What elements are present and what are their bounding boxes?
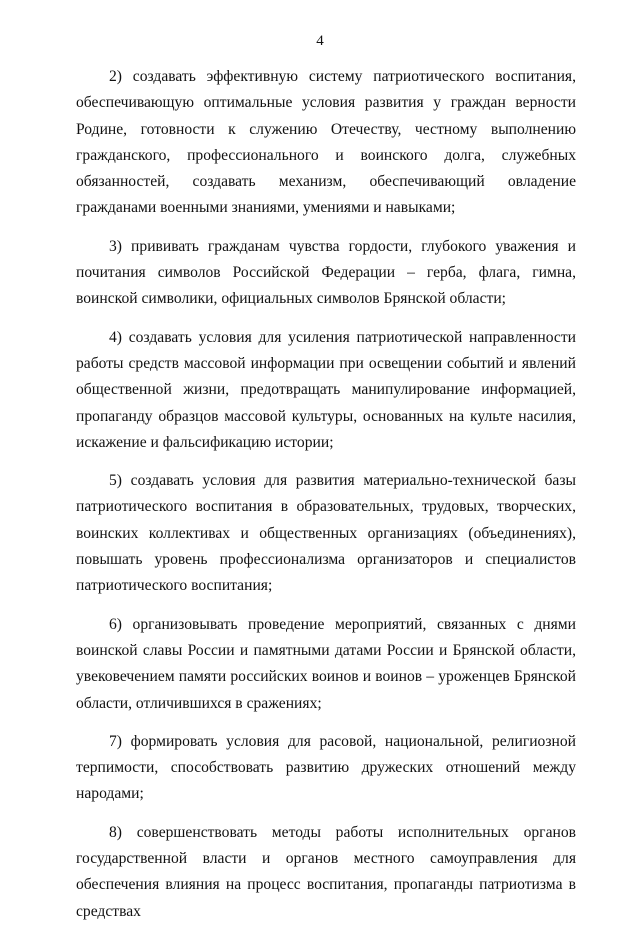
paragraph-item-6: 6) организовывать проведение мероприятий, связанных с днями воинской славы России и памятными датами России и Брянской области, увековечением памяти российских воинов и воинов – уроженцев Брянской области, отличившихся в сражениях; — [76, 615, 576, 712]
paragraph-item-7: 7) формировать условия для расовой, национальной, религиозной терпимости, способствовать развитию дружеских отношений между народами; — [76, 732, 576, 803]
page-number: 4 — [316, 33, 324, 49]
paragraph-item-8: 8) совершенствовать методы работы исполнительных органов государственной власти и органов местного самоуправления для обеспечения влияния на процесс воспитания, пропаганды патриотизма в средствах — [76, 823, 576, 920]
paragraph-item-5: 5) создавать условия для развития материально-технической базы патриотического воспитания в образовательных, трудовых, творческих, воинских коллективах и общественных организациях (объединениях), повышать уровень профессионализма организаторов и специалистов патриотического воспитания; — [76, 472, 576, 595]
paragraph-item-3: 3) прививать гражданам чувства гордости, глубокого уважения и почитания символов Российской Федерации – герба, флага, гимна, воинской символики, официальных символов Брянской области; — [76, 237, 576, 308]
document-body — [76, 64, 576, 925]
paragraph-item-4: 4) создавать условия для усиления патриотической направленности работы средств массовой информации при освещении событий и явлений общественной жизни, предотвращать манипулирование информацией, пропаганду образцов массовой культуры, основанных на культе насилия, искажение и фальсификацию истории; — [76, 328, 576, 451]
paragraph-item-2: 2) создавать эффективную систему патриотического воспитания, обеспечивающую оптимальные условия развития у граждан верности Родине, готовности к служению Отечеству, честному выполнению гражданского, профессионального и воинского долга, служебных обязанностей, создавать механизм, обеспечивающий овладение гражданами военными знаниями, умениями и навыками; — [76, 68, 576, 217]
